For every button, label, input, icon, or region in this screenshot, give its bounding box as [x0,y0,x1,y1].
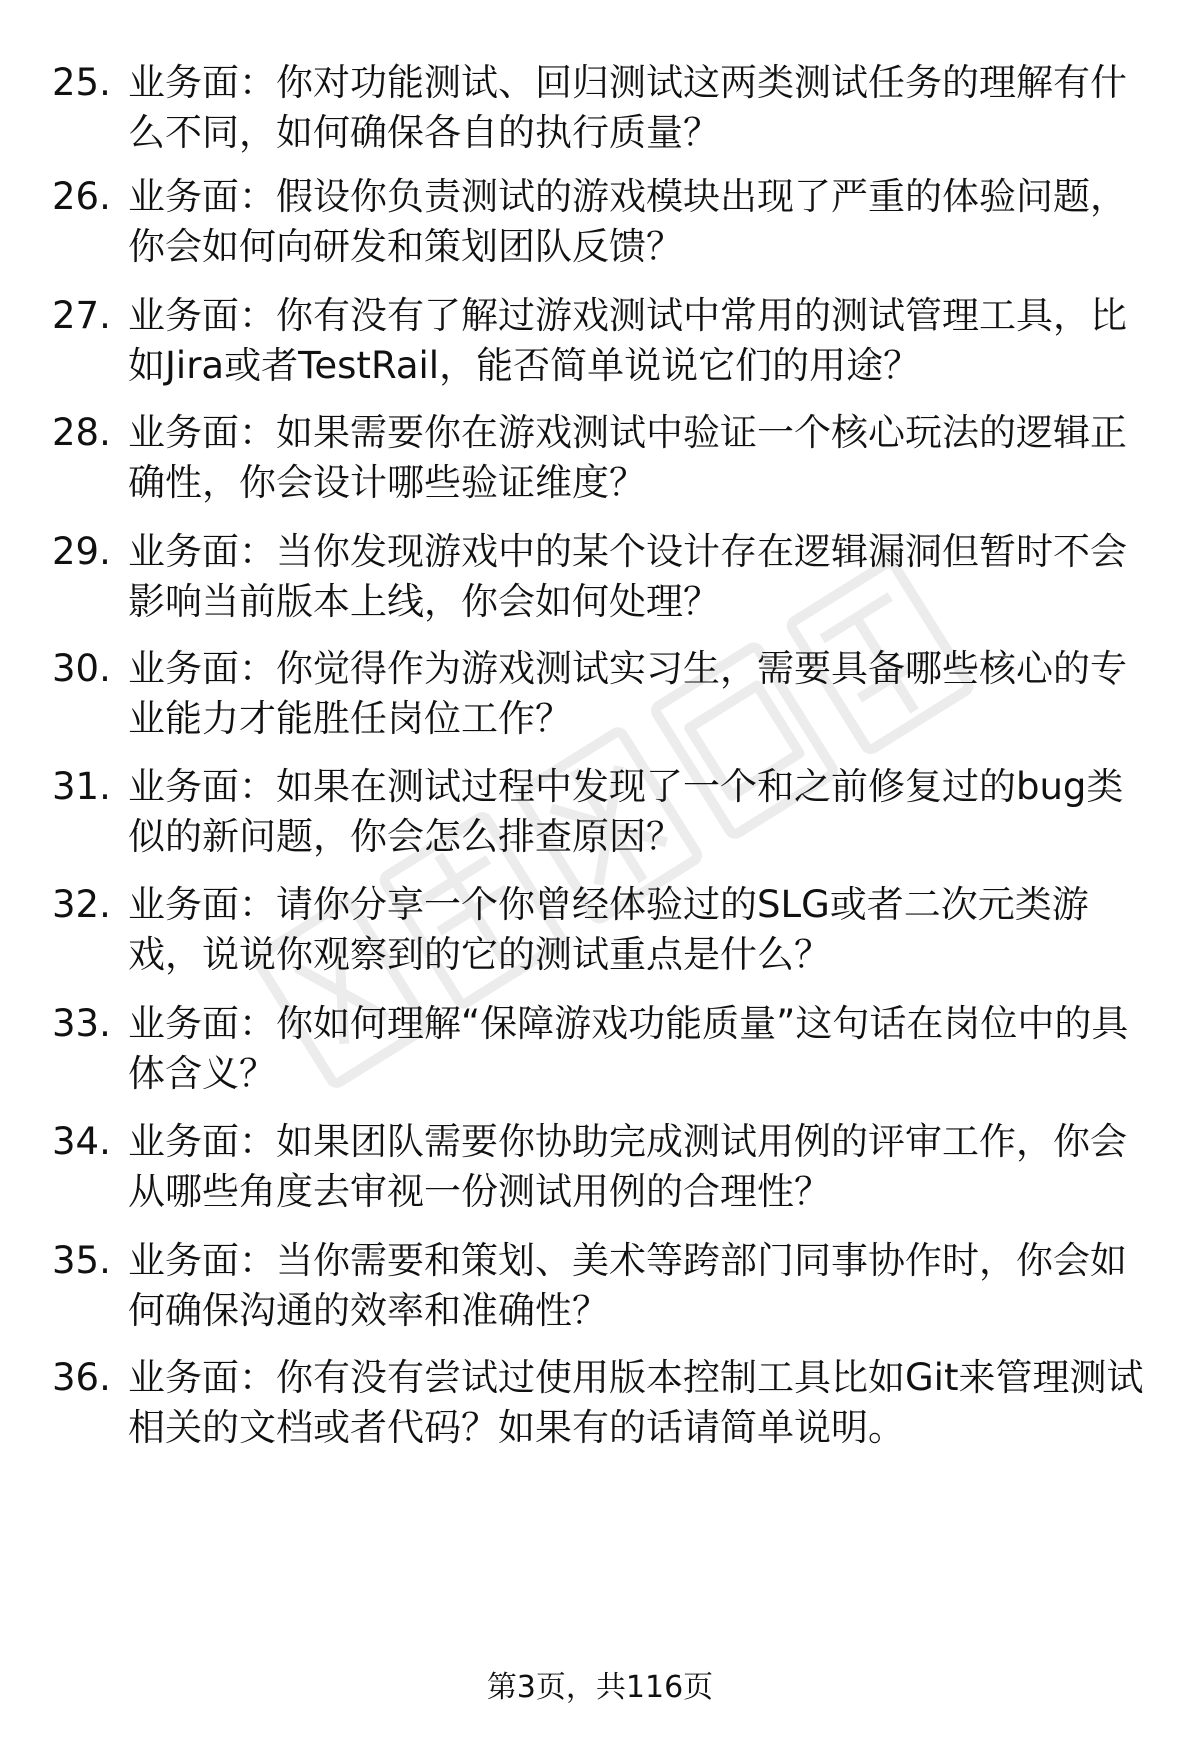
page-number: 第3页，共116页 [486,1670,714,1705]
question-number: 36. [52,1356,111,1399]
question-number: 26. [52,175,111,218]
question-item [0,1117,1200,1227]
question-item [0,408,1200,518]
question-item [0,1236,1200,1346]
question-text: 业务面：你如何理解“保障游戏功能质量”这句话在岗位中的具体含义？ [128,1002,1129,1095]
question-item [0,58,1200,168]
question-item [0,762,1200,872]
question-item [0,172,1200,282]
question-text: 业务面：如果团队需要你协助完成测试用例的评审工作，你会从哪些角度去审视一份测试用例的合理性？ [128,1120,1127,1213]
question-number: 33. [52,1002,111,1045]
question-text: 业务面：你觉得作为游戏测试实习生，需要具备哪些核心的专业能力才能胜任岗位工作？ [128,647,1127,740]
question-number: 25. [52,61,111,104]
question-text: 业务面：当你需要和策划、美术等跨部门同事协作时，你会如何确保沟通的效率和准确性？ [128,1239,1127,1332]
question-number: 31. [52,765,111,808]
question-text: 业务面：你有没有了解过游戏测试中常用的测试管理工具，比如Jira或者TestRail，能否简单说说它们的用途？ [128,294,1127,387]
question-item [0,880,1200,990]
question-text: 业务面：假设你负责测试的游戏模块出现了严重的体验问题，你会如何向研发和策划团队反馈？ [128,175,1127,268]
question-text: 业务面：你有没有尝试过使用版本控制工具比如Git来管理测试相关的文档或者代码？如果有的话请简单说明。 [128,1356,1144,1449]
question-item [0,291,1200,401]
question-item [0,1353,1200,1463]
question-number: 29. [52,530,111,573]
question-number: 27. [52,294,111,337]
question-number: 30. [52,647,111,690]
question-number: 32. [52,883,111,926]
question-number: 35. [52,1239,111,1282]
question-number: 34. [52,1120,111,1163]
question-text: 业务面：当你发现游戏中的某个设计存在逻辑漏洞但暂时不会影响当前版本上线，你会如何处理？ [128,530,1127,623]
question-text: 业务面：如果在测试过程中发现了一个和之前修复过的bug类似的新问题，你会怎么排查原因？ [128,765,1124,858]
question-text: 业务面：你对功能测试、回归测试这两类测试任务的理解有什么不同，如何确保各自的执行质量？ [128,61,1127,154]
question-text: 业务面：如果需要你在游戏测试中验证一个核心玩法的逻辑正确性，你会设计哪些验证维度？ [128,411,1127,504]
question-text: 业务面：请你分享一个你曾经体验过的SLG或者二次元类游戏，说说你观察到的它的测试重点是什么？ [128,883,1089,976]
question-item [0,527,1200,637]
question-number: 28. [52,411,111,454]
question-item [0,999,1200,1109]
question-item [0,644,1200,754]
